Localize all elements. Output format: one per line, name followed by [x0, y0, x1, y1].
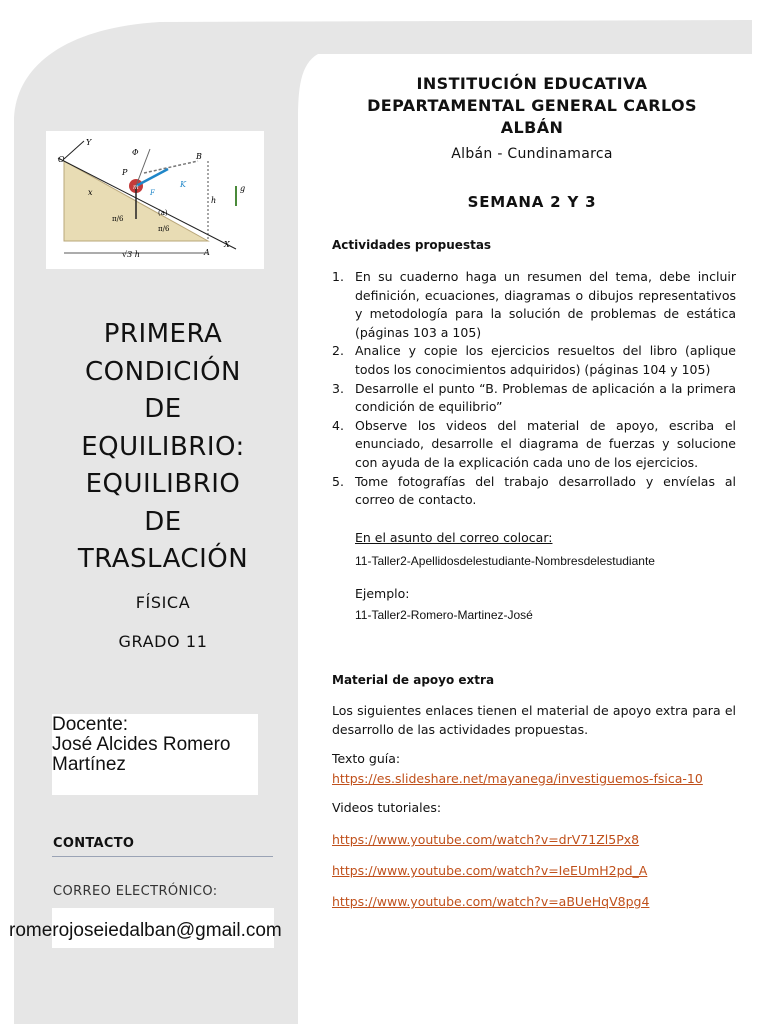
teacher-box: [52, 714, 258, 795]
cover-title-line: CONDICIÓN: [85, 356, 241, 387]
material-heading: Material de apoyo extra: [332, 673, 495, 687]
fig-label: x: [88, 188, 93, 197]
activity-item: [332, 417, 736, 473]
activity-text: Analice y copie los ejercicios resueltos del libro (aplique todos los conocimientos adquiridos) (páginas 104 y 105): [355, 343, 736, 377]
activities-heading: Actividades propuestas: [332, 238, 492, 252]
fig-label: Φ: [132, 148, 139, 157]
cover-title-line: PRIMERA: [103, 319, 223, 349]
contact-heading: CONTACTO: [53, 836, 135, 851]
activity-number: 3.: [332, 380, 344, 396]
video-link-1[interactable]: https://www.youtube.com/watch?v=drV71Zl5Px8: [332, 832, 640, 847]
video-link-3[interactable]: https://www.youtube.com/watch?v=aBUeHqV8pg4: [332, 894, 650, 909]
fig-label: O: [58, 155, 65, 164]
fig-label: h: [211, 196, 217, 205]
email-subject-format: 11-Taller2-Apellidosdelestudiante-Nombresdelestudiante: [355, 554, 655, 568]
activities-list: [332, 268, 736, 510]
fig-label: π/6: [112, 215, 124, 223]
activity-text: Desarrolle el punto “B. Problemas de aplicación a la primera condición de equilibrio”: [355, 380, 736, 415]
activity-number: 5.: [332, 473, 344, 489]
activity-item: [332, 473, 736, 510]
contact-email[interactable]: romerojoseiedalban@gmail.com: [9, 920, 282, 941]
cover-title-line: EQUILIBRIO: [85, 469, 241, 499]
fig-label: g: [240, 184, 246, 193]
cover-title-line: TRASLACIÓN: [77, 544, 249, 574]
activity-number: 4.: [332, 417, 344, 433]
fig-label: (a): [158, 209, 168, 217]
teacher-name: José Alcides Romero: [52, 734, 231, 755]
fig-label: F: [150, 189, 155, 197]
institution-line: ALBÁN: [500, 118, 564, 137]
fig-label: Y: [86, 138, 92, 147]
activity-number: 2.: [332, 343, 344, 359]
activity-number: 1.: [332, 269, 344, 284]
teacher-name: Martínez: [52, 754, 126, 775]
cover-title-line: DE: [144, 506, 182, 537]
activity-text: En su cuaderno haga un resumen del tema, debe incluir definición, ecuaciones, diagramas o dibujos representativos y metodología para la solución de problemas de estática (páginas 103 a 105): [355, 269, 736, 340]
contact-divider: [52, 856, 273, 857]
texto-guia-label: Texto guía:: [332, 751, 401, 766]
cover-title: [14, 316, 312, 579]
material-intro: Los siguientes enlaces tienen el material de apoyo extra para el desarrollo de las actividades propuestas.: [332, 703, 736, 737]
fig-label: m: [133, 184, 139, 191]
email-subject-label: En el asunto del correo colocar:: [355, 530, 553, 545]
texto-guia-link[interactable]: https://es.slideshare.net/mayanega/investiguemos-fsica-10: [332, 771, 703, 786]
activity-text: Observe los videos del material de apoyo, escriba el enunciado, desarrolle el diagrama de fuerzas y solucione con ayuda de la explicación cada uno de los ejercicios.: [355, 417, 736, 470]
example-value: 11-Taller2-Romero-Martinez-José: [355, 608, 533, 622]
fig-label: K: [180, 180, 186, 189]
fig-label: X: [224, 240, 230, 249]
activity-item: [332, 380, 736, 417]
institution-line: INSTITUCIÓN EDUCATIVA: [416, 74, 648, 93]
institution-line: DEPARTAMENTAL GENERAL CARLOS: [367, 96, 697, 115]
activity-item: [332, 342, 736, 379]
inclined-plane-figure: [46, 131, 264, 269]
grade-label: GRADO 11: [118, 632, 208, 651]
cover-title-line: DE: [144, 394, 182, 424]
activity-text: Tome fotografías del trabajo desarrollado y envíelas al correo de contacto.: [355, 473, 736, 508]
subject-label: FÍSICA: [135, 593, 191, 612]
institution-name: [330, 73, 734, 139]
activity-item: [332, 268, 736, 342]
videos-label: Videos tutoriales:: [332, 800, 442, 815]
fig-label: A: [204, 248, 210, 257]
email-label: CORREO ELECTRÓNICO:: [53, 884, 218, 899]
week-title: SEMANA 2 Y 3: [467, 193, 597, 211]
cover-title-line: EQUILIBRIO:: [81, 431, 245, 462]
fig-label: B: [196, 152, 202, 161]
video-link-2[interactable]: https://www.youtube.com/watch?v=IeEUmH2pd_A: [332, 863, 648, 878]
example-label: Ejemplo:: [355, 586, 410, 601]
fig-label: π/6: [158, 225, 170, 233]
fig-label: √3 h: [122, 250, 140, 259]
institution-location: Albán - Cundinamarca: [451, 146, 613, 162]
teacher-label: Docente:: [52, 714, 129, 735]
fig-label: P: [122, 168, 128, 177]
